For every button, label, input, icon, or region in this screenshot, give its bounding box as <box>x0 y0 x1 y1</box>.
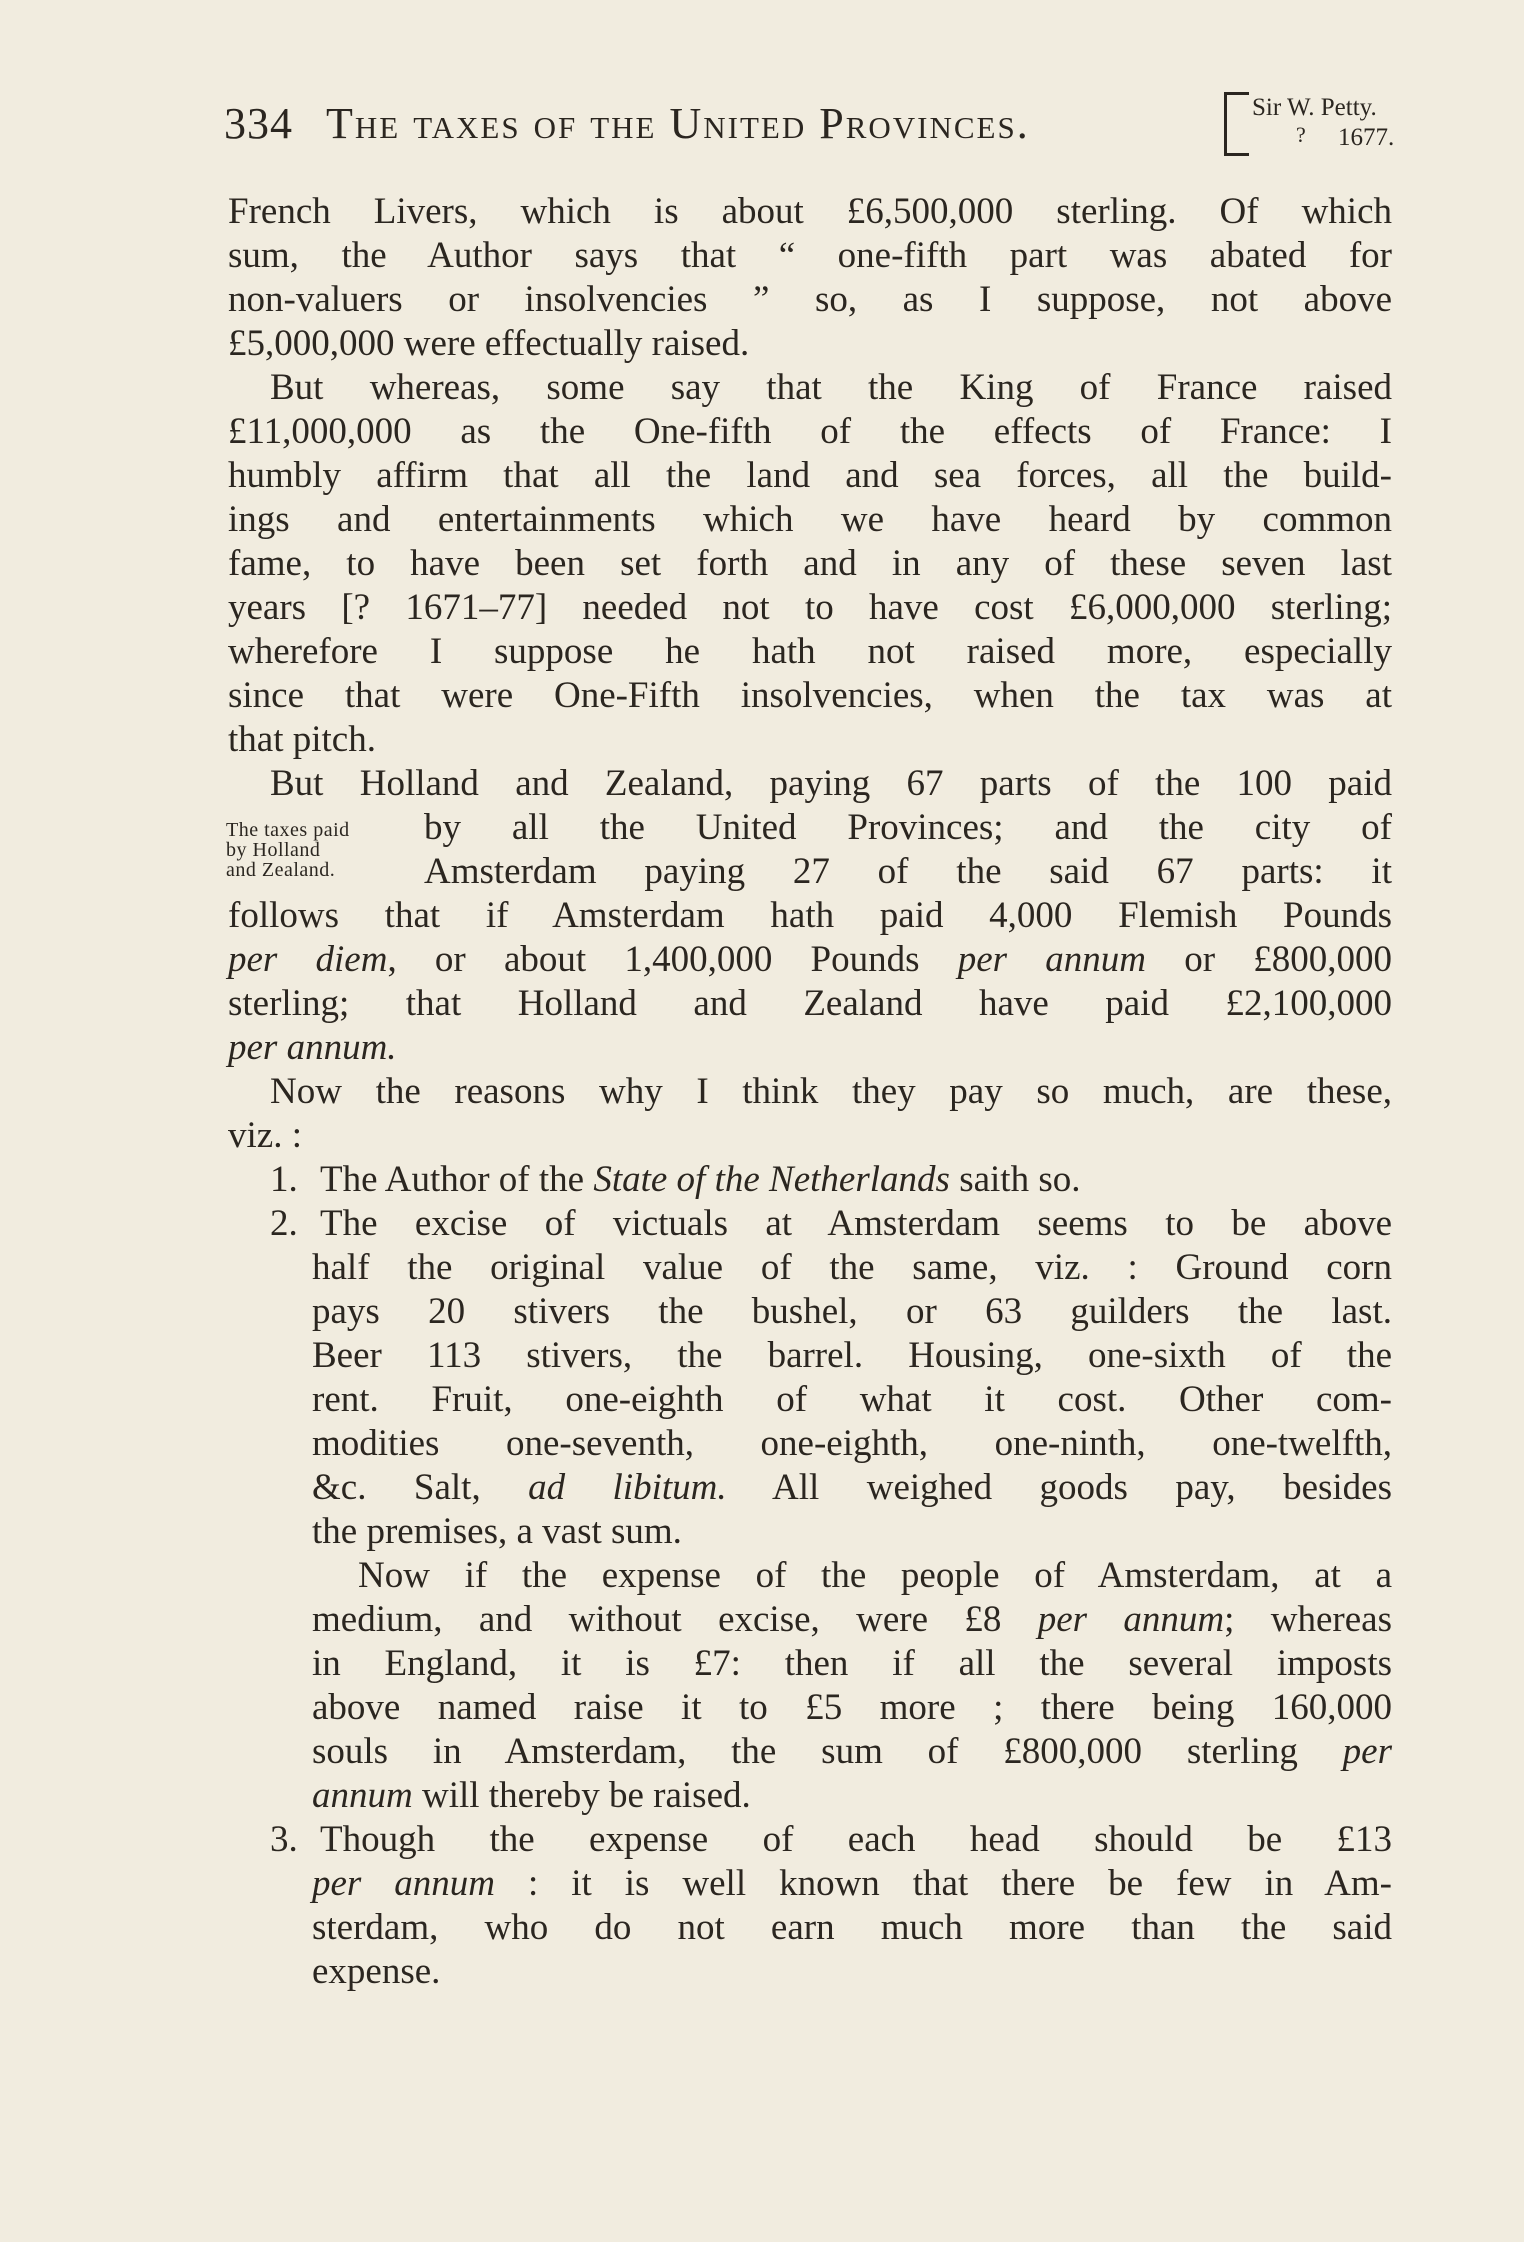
page-number: 334 <box>224 99 293 148</box>
text-line <box>228 1466 1392 1510</box>
text-line: sterdam, who do not earn much more than the said <box>312 1907 1392 1948</box>
query-mark: ? <box>1296 122 1306 147</box>
margin-note-line: The taxes paid <box>226 819 350 841</box>
text-segment: souls in Amsterdam, the sum of £800,000 sterling <box>312 1731 1343 1772</box>
text-segment: The Author of the <box>320 1159 594 1200</box>
text-segment: All weighed goods pay, besides <box>726 1467 1392 1508</box>
text-line: £5,000,000 were effectually raised. <box>228 323 750 364</box>
text-line <box>228 1598 1392 1642</box>
text-line: But whereas, some say that the King of France raised <box>270 367 1392 408</box>
text-line: wherefore I suppose he hath not raised more, especially <box>228 631 1392 672</box>
margin-note-line: and Zealand. <box>226 859 336 881</box>
text-line: rent. Fruit, one-eighth of what it cost. Other com- <box>312 1379 1392 1420</box>
text-line <box>228 1730 1392 1774</box>
text-line: fame, to have been set forth and in any of these seven last <box>228 543 1392 584</box>
text-line: years [? 1671–77] needed not to have cost £6,000,000 sterling; <box>228 587 1392 628</box>
text-line <box>228 1862 1392 1906</box>
list-item <box>228 1818 1392 1862</box>
author-attribution <box>1224 90 1404 156</box>
text-line: modities one-seventh, one-eighth, one-ninth, one-twelfth, <box>312 1423 1392 1464</box>
bracket-mark <box>1224 92 1249 156</box>
text-line: in England, it is £7: then if all the several imposts <box>312 1643 1392 1684</box>
text-line: French Livers, which is about £6,500,000 sterling. Of which <box>228 191 1392 232</box>
text-line: by all the United Provinces; and the city of <box>424 807 1392 848</box>
body-text <box>228 190 1392 1994</box>
italic-phrase: per annum <box>957 939 1146 980</box>
italic-phrase: annum <box>312 1775 413 1816</box>
text-line: ings and entertainments which we have heard by common <box>228 499 1392 540</box>
item-number: 3. <box>270 1819 298 1860</box>
text-line: expense. <box>312 1951 441 1992</box>
text-line <box>228 938 1392 982</box>
text-line: half the original value of the same, viz. : Ground corn <box>312 1247 1392 1288</box>
text-line: humbly affirm that all the land and sea forces, all the build- <box>228 455 1392 496</box>
text-line: Beer 113 stivers, the barrel. Housing, one-sixth of the <box>312 1335 1392 1376</box>
list-item <box>228 1202 1392 1246</box>
text-segment: &c. Salt, <box>312 1467 529 1508</box>
running-header <box>224 90 1404 160</box>
text-line: follows that if Amsterdam hath paid 4,000 Flemish Pounds <box>228 895 1392 936</box>
text-line: non-valuers or insolvencies ” so, as I suppose, not above <box>228 279 1392 320</box>
text-segment: ; whereas <box>1224 1599 1392 1640</box>
italic-phrase: per annum <box>312 1863 496 1904</box>
text-segment: or £800,000 <box>1146 939 1392 980</box>
text-line: pays 20 stivers the bushel, or 63 guilders the last. <box>312 1291 1392 1332</box>
text-line: But Holland and Zealand, paying 67 parts of the 100 paid <box>270 763 1392 804</box>
text-line: sum, the Author says that “ one-fifth part was abated for <box>228 235 1392 276</box>
text-line: viz. : <box>228 1115 302 1156</box>
item-number: 2. <box>270 1203 298 1244</box>
author-name: Sir W. Petty. <box>1252 94 1377 121</box>
text-line: Now the reasons why I think they pay so much, are these, <box>270 1071 1392 1112</box>
year: 1677. <box>1338 124 1395 151</box>
text-segment: Though the expense of each head should be £13 <box>320 1819 1392 1860</box>
text-line: Amsterdam paying 27 of the said 67 parts: it <box>424 851 1392 892</box>
margin-note-line: by Holland <box>226 839 321 861</box>
running-title: The taxes of the United Provinces. <box>326 99 1030 148</box>
text-segment: will thereby be raised. <box>412 1775 751 1816</box>
text-line: above named raise it to £5 more ; there being 160,000 <box>312 1687 1392 1728</box>
italic-phrase: per annum <box>1037 1599 1225 1640</box>
text-line: Now if the expense of the people of Amsterdam, at a <box>358 1555 1392 1596</box>
text-segment: saith so. <box>949 1159 1081 1200</box>
italic-phrase: per diem <box>228 939 388 980</box>
text-line: since that were One-Fifth insolvencies, when the tax was at <box>228 675 1392 716</box>
italic-phrase: ad libitum. <box>528 1467 727 1508</box>
text-segment: The excise of victuals at Amsterdam seems to be above <box>320 1203 1392 1244</box>
text-line: sterling; that Holland and Zealand have paid £2,100,000 <box>228 983 1392 1024</box>
italic-phrase: per <box>1342 1731 1392 1772</box>
item-number: 1. <box>270 1159 298 1200</box>
text-segment: medium, and without excise, were £8 <box>312 1599 1038 1640</box>
text-line <box>228 1026 1392 1070</box>
text-line: the premises, a vast sum. <box>312 1511 682 1552</box>
text-line: that pitch. <box>228 719 376 760</box>
italic-phrase: per annum. <box>228 1027 397 1068</box>
text-segment: , or about 1,400,000 Pounds <box>387 939 958 980</box>
text-line: £11,000,000 as the One-fifth of the effects of France: I <box>228 411 1392 452</box>
text-segment: : it is well known that there be few in Am- <box>495 1863 1392 1904</box>
text-line <box>228 1774 1392 1818</box>
italic-phrase: State of the Netherlands <box>593 1159 950 1200</box>
list-item <box>228 1158 1392 1202</box>
